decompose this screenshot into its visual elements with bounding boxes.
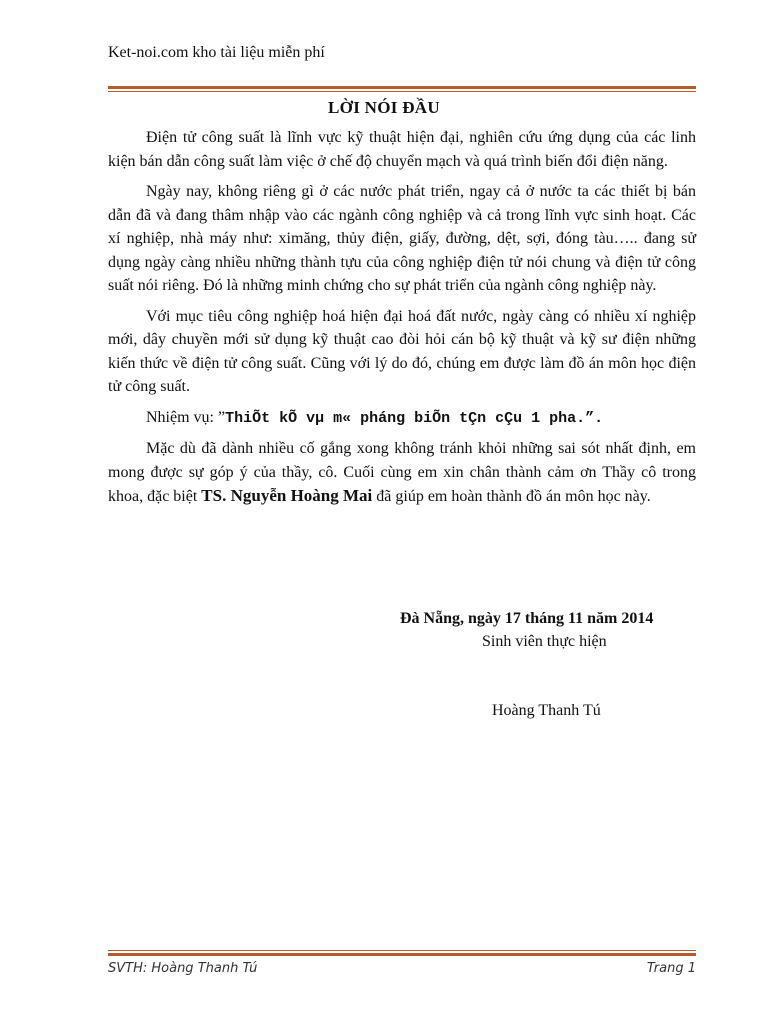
thanks-text: Mặc dù đã dành nhiều cố gắng xong không tránh khỏi những sai sót nhất định, em mong được sự góp ý của thầy, cô. Cuối cùng em xin chân thành cảm ơn Thầy cô trong khoa, đặc biệt: [108, 440, 696, 505]
advisor-name: TS. Nguyễn Hoàng Mai: [201, 486, 373, 505]
document-header: Ket-noi.com kho tài liệu miễn phí: [108, 44, 325, 61]
task-title: ThiÕt kÕ vµ m« pháng biÕn tÇn cÇu 1 pha.”.: [225, 409, 604, 427]
footer-page-number: Trang 1: [646, 961, 696, 976]
thanks-suffix: đã giúp em hoàn thành đồ án môn học này.: [372, 488, 651, 505]
paragraph-4: [108, 406, 696, 431]
header-rule-thin: [108, 91, 696, 92]
paragraph-1: Điện tử công suất là lĩnh vực kỹ thuật hiện đại, nghiên cứu ứng dụng của các linh kiện bán dẫn công suất làm việc ở chế độ chuyển mạch và quá trình biến đổi điện năng.: [108, 129, 696, 170]
paragraph-2: Ngày nay, không riêng gì ở các nước phát triển, ngay cả ở nước ta các thiết bị bán dẫn đã và đang thâm nhập vào các ngành công nghiệp và cả trong lĩnh vực sinh hoạt. Các xí nghiệp, nhà máy như: ximăng, thủy điện, giấy, đường, dệt, sợi, đóng tàu….. đang sử dụng ngày càng nhiều những thành tựu của công nghiệp điện tử nói chung và điện tử công suất nói riêng. Đó là những minh chứng cho sự phát triển của ngành công nghiệp này.: [108, 183, 696, 294]
page-title: LỜI NÓI ĐẦU: [328, 98, 440, 117]
task-label: Nhiệm vụ: ”: [146, 408, 226, 426]
document-body: [108, 126, 696, 516]
signature-date: Đà Nẵng, ngày 17 tháng 11 năm 2014: [400, 610, 654, 627]
paragraph-3: Với mục tiêu công nghiệp hoá hiện đại hoá đất nước, ngày càng có nhiều xí nghiệp mới, dây chuyền mới sử dụng kỹ thuật cao đòi hỏi cán bộ kỹ thuật và kỹ sư điện những kiến thức về điện tử công suất. Cũng với lý do đó, chúng em được làm đồ án môn học điện tử công suất.: [108, 307, 696, 395]
header-rule-thick: [108, 86, 696, 89]
footer-author: SVTH: Hoàng Thanh Tú: [108, 961, 258, 976]
signature-role: Sinh viên thực hiện: [482, 633, 607, 650]
footer-rule-thick: [108, 953, 696, 956]
signature-name: Hoàng Thanh Tú: [492, 702, 601, 719]
paragraph-5: [108, 437, 696, 509]
footer-rule-thin: [108, 950, 696, 951]
